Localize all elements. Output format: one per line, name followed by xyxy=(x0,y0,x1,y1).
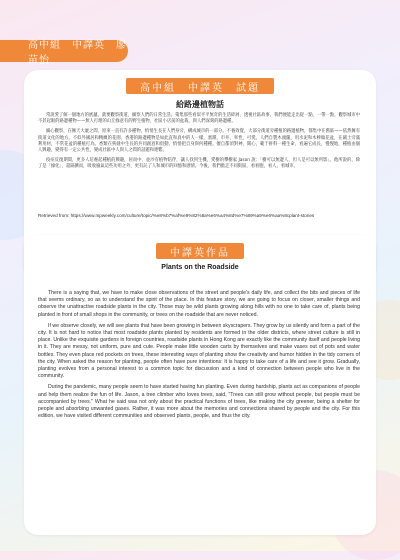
header-banner xyxy=(0,40,128,66)
chinese-passage xyxy=(38,113,360,175)
paragraph: 常說愛了解一個地方的底蘊，就要觀察街道，細察人們的日常生活。蒐集那些看似平平無奇的生活碎屑，透視社區故事，我們便能走出從一點、一帶一點，觀察城市中不甚起眼的路邊種物——無人打理的山丘綠意有的野生植物，社區小店前的盆栽，與人們深刻的路邊種。 xyxy=(38,113,360,125)
source-citation: Retrieved from: https://www.mpweekly.com/culture/topic/%e8%b7%af%e9%82%8a%e6%a4%8d%e7%89%a9%e6%aa%8cplant-stories xyxy=(38,213,315,218)
paragraph: There is a saying that, we have to make close observations of the street and people's daily life, and collect the bits and pieces of life that seems ordinary, so as to understand the spirit of the place. In this feature story, we are going to focus on closer, smaller things and observe the unattractive roadside plants in the city. Those may be wild plants growing along hills with no one to take care of, plants being planted in front of small shops in the community, or trees on the roadside that are never noticed. xyxy=(38,290,360,318)
question-title: 給路邊植物話 xyxy=(176,100,224,109)
header-label: 高中組 中譯英 廖苗怡 xyxy=(28,40,127,66)
section-tag-question: 高中組 中譯英 試題 xyxy=(126,78,274,94)
paragraph: 疫症反復期間，更多人培養起種植的興趣，居而中，並沙有植物陪伴，讓人找到生機，愛樹的攀樹家 Jason 說：「樹可以無邊人，但人是可以無所影」。他所說的，除了是「綠化」，超隔擴而，吸收廢氣這些功用之外，更有託了人和城市的回憶和感情。今後，我們擔走不同街區，看看胞，看人，看城市。 xyxy=(38,158,360,170)
paragraph: If we observe closely, we will see plants that have been growing in between skyscrapers. They grow by us silently and form a part of the city. It is not hard to notice that most roadside plants planted by residents are formed in the older districts, where street culture is still in place. Unlike the exquisite gardens in foreign countries, roadside plants in Hong Kong are exactly like the community itself and people living in it. They are messy, not uniform, pure and cute. People make little wooden carts by themselves and make vases out of pots and water bottles. They even place red pockets on trees, these interesting ways of planting show the creativity and humor hidden in the tidy corners of the city. When asked the reason for planting, people often have pure intentions: It is happy to take care of a life and see it grow. Gradually, planting evolves from a personal interest to a common topic for discussion and a kind of connection between people who live in the community. xyxy=(38,322,360,380)
answer-title: Plants on the Roadside xyxy=(161,264,239,271)
section-tag-answer: 中譯英作品 xyxy=(156,243,244,259)
paragraph: During the pandemic, many people seem to have started having fun planting. Even during hardship, plants act as companions of people and help them realize the fun of life. Jason, a tree climber who loves trees, said, "Trees can still grow without people, but people must be accompanied by trees." What he said was not only about the practical functions of trees, like making the city greener, being a shelter for people and absorbing unwanted gases. Rather, it was more about the memories and connections shared by people and the city. For this edition, we have visited different communities and observed plants, people, and thus the city. xyxy=(38,384,360,420)
english-passage xyxy=(38,290,360,424)
paragraph: 細心觀察，在擁天大廈之間，原來一直有許多種物，悄悄生長在人們身旁，構成城市的一部分。不養效覺，大部分街道旁種植的路邊植物，都集中在舊區——依然擁有街道文化的地方。不似外國居和精緻的花園，香港的路邊種物是如此直和真中的人一樣，塞蹟，市井，率性，可愛。人們自製木頭簾，用水泥和木棒做花盆，在鋪土旁滿利用材，不常花盆的種植打為。香類在狹縫中生長的共同創意和倡動，悄悄把自身與何種種。擅自都須對神，開心，範于拼料一種生命，看遍它成長，慢慢地，種植由個人興趣，變得有一定公共性，變成社區中人與人之間的話題和連繫。 xyxy=(38,129,360,154)
